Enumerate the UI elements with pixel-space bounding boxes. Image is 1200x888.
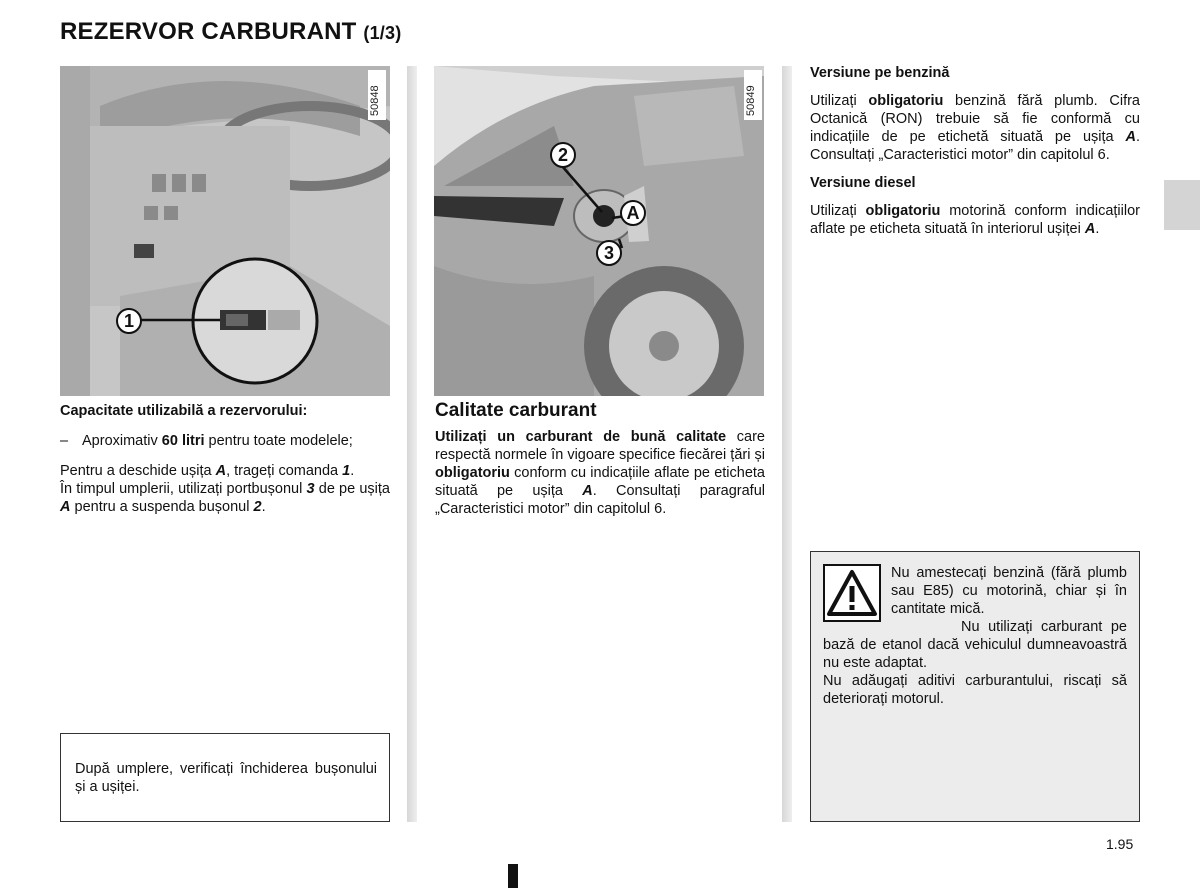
warning-box xyxy=(810,551,1140,822)
callout-2: 2 xyxy=(550,142,576,168)
warning-line-2: Nu utilizați carburant pe bază de etanol dacă vehiculul dumneavoastră nu este adaptat. xyxy=(823,619,1127,671)
diesel-heading: Versiune diesel xyxy=(810,175,916,191)
callout-1: 1 xyxy=(116,308,142,334)
callout-3: 3 xyxy=(596,240,622,266)
warning-line-1: Nu amestecați benzină (fără plumb sau E85) cu motorină, chiar și în cantitate mică. xyxy=(891,565,1127,617)
fuel-quality-paragraph: Utilizați un carburant de bună calitate care respectă normele în vigoare specifice fiecărei țări și obligatoriu conform cu indicațiile aflate pe eticheta situată pe ușița A. Consultați paragraful „Caracteristici motor” din capitolul 6. xyxy=(435,429,765,517)
middle-column-text xyxy=(435,402,765,518)
diesel-paragraph: Utilizați obligatoriu motorină conform indicațiilor aflate pe eticheta situată în interiorul ușiței A. xyxy=(810,203,1140,237)
note-box xyxy=(60,733,390,822)
page-subtitle: (1/3) xyxy=(363,23,402,43)
page-number: 1.95 xyxy=(1106,836,1134,852)
column-divider-right xyxy=(782,66,792,822)
car-illustration xyxy=(434,66,764,396)
bullet-dash: – xyxy=(60,433,69,449)
dashboard-illustration xyxy=(60,66,390,396)
left-column-text xyxy=(60,402,390,516)
petrol-paragraph: Utilizați obligatoriu benzină fără plumb. Cifra Octanică (RON) trebuie să fie conformă cu indicațiile de pe etichetă situată pe ușița A. Consultați „Caracteristici motor” din capitolul 6. xyxy=(810,93,1140,163)
petrol-heading: Versiune pe benzină xyxy=(810,65,950,81)
warning-line-3: Nu adăugați aditivi carburantului, riscați să deteriorați motorul. xyxy=(823,673,1127,707)
warning-text xyxy=(823,564,1127,708)
figure-dashboard-lever xyxy=(60,66,390,396)
figure-car-fuel-flap xyxy=(434,66,764,396)
open-instruction: Pentru a deschide ușița A, trageți comanda 1. xyxy=(60,463,355,479)
fuel-quality-heading: Calitate carburant xyxy=(435,400,597,421)
figure-number: 50848 xyxy=(369,85,381,116)
capacity-heading: Capacitate utilizabilă a rezervorului: xyxy=(60,403,308,419)
bottom-marker xyxy=(508,864,518,888)
chapter-tab xyxy=(1164,180,1200,230)
callout-a: A xyxy=(620,200,646,226)
page-title: REZERVOR CARBURANT (1/3) xyxy=(60,18,402,45)
right-column-text xyxy=(810,64,1140,238)
note-text: După umplere, verificați închiderea bușonului și a ușiței. xyxy=(75,761,377,795)
column-divider-left xyxy=(407,66,417,822)
capacity-bullet: – Aproximativ 60 litri pentru toate modelele; xyxy=(60,433,353,449)
figure-number: 50849 xyxy=(745,85,757,116)
fill-instruction: În timpul umplerii, utilizați portbușonul 3 de pe ușița A pentru a suspenda bușonul 2. xyxy=(60,481,390,515)
